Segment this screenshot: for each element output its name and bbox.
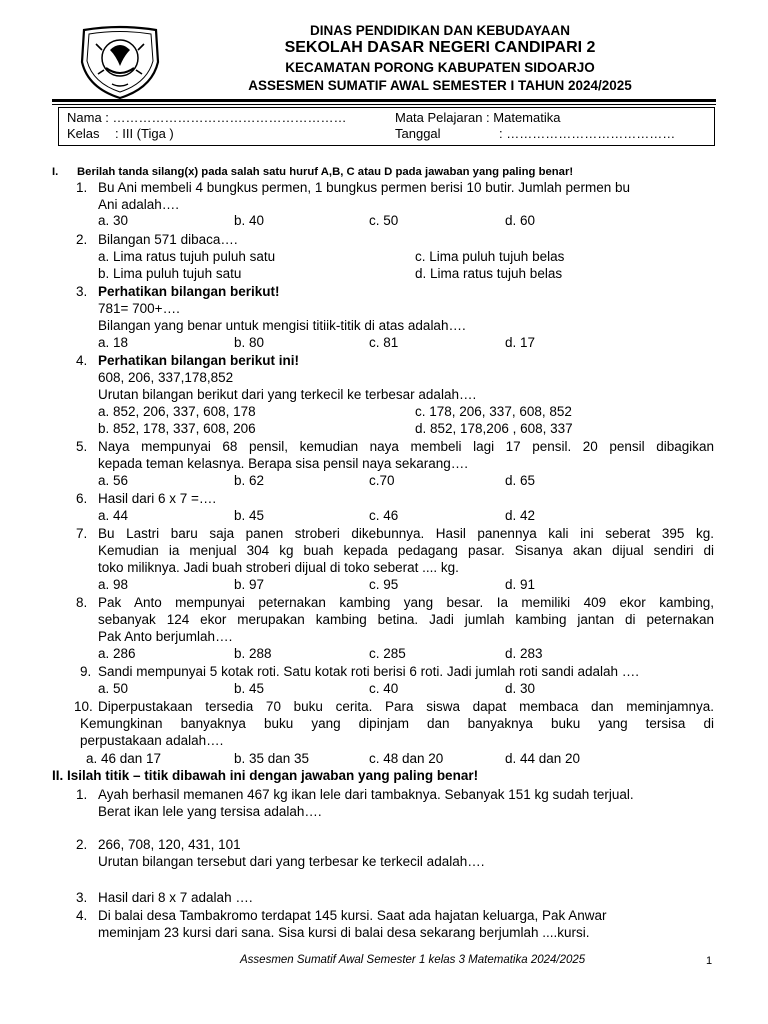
s2-q4-number: 4.	[76, 908, 88, 923]
q4-number: 4.	[76, 353, 88, 368]
q4-option-d: d. 852, 178,206 , 608, 337	[415, 421, 573, 436]
q9-text-line1: Sandi mempunyai 5 kotak roti. Satu kotak roti berisi 6 roti. Jadi jumlah roti sandi adalah ….	[98, 664, 640, 679]
q7-text-line1: Bu Lastri baru saja panen stroberi dikebunnya. Hasil panennya kali ini seberat 395 kg.	[98, 526, 714, 541]
q8-option-c: c. 285	[369, 646, 406, 661]
q5-number: 5.	[76, 439, 88, 454]
q8-option-b: b. 288	[234, 646, 272, 661]
q7-option-c: c. 95	[369, 577, 399, 592]
name-field: Nama : ………………………………………………	[67, 110, 347, 125]
q4-option-a: a. 852, 206, 337, 608, 178	[98, 404, 256, 419]
section2-title: II. Isilah titik – titik dibawah ini dengan jawaban yang paling benar!	[52, 768, 479, 783]
q1-option-d: d. 60	[505, 213, 536, 228]
q7-number: 7.	[76, 526, 88, 541]
section1-number: I.	[52, 166, 59, 178]
q5-option-d: d. 65	[505, 473, 536, 488]
q6-option-d: d. 42	[505, 508, 536, 523]
q9-option-c: c. 40	[369, 681, 399, 696]
s2-q4-text-line1: Di balai desa Tambakromo terdapat 145 kursi. Saat ada hajatan keluarga, Pak Anwar	[98, 908, 607, 923]
s2-q1-text-line2: Berat ikan lele yang tersisa adalah….	[98, 804, 322, 819]
header-divider-thick	[52, 99, 716, 102]
header-agency: DINAS PENDIDIKAN DAN KEBUDAYAAN	[309, 23, 571, 38]
q7-text-line2: Kemudian ia menjual 304 kg buah kepada pedagang pasar. Sisanya akan dijual sendiri di	[98, 543, 714, 558]
q8-text-line3: Pak Anto berjumlah….	[98, 629, 233, 644]
q3-number: 3.	[76, 284, 88, 299]
q4-option-c: c. 178, 206, 337, 608, 852	[415, 404, 572, 419]
s2-q2-text-line2: Urutan bilangan tersebut dari yang terbesar ke terkecil adalah….	[98, 854, 485, 869]
q6-option-c: c. 46	[369, 508, 399, 523]
q2-number: 2.	[76, 232, 88, 247]
q1-option-b: b. 40	[234, 213, 265, 228]
header-divider-thin	[52, 104, 716, 105]
q6-text-line1: Hasil dari 6 x 7 =….	[98, 491, 217, 506]
q7-text-line3: toko miliknya. Jadi buah stroberi dijual di toko seberat .... kg.	[98, 560, 459, 575]
q1-text-line1: Bu Ani membeli 4 bungkus permen, 1 bungkus permen berisi 10 butir. Jumlah permen bu	[98, 180, 631, 195]
q4-text-line2: 608, 206, 337,178,852	[98, 370, 234, 385]
q10-text-line1: Diperpustakaan tersedia 70 buku cerita. Para siswa dapat membaca dan meminjamnya.	[98, 699, 714, 714]
q9-option-b: b. 45	[234, 681, 265, 696]
q2-option-b: b. Lima puluh tujuh satu	[98, 266, 242, 281]
date-value: : …………………………………	[499, 126, 676, 141]
header-district: KECAMATAN PORONG KABUPATEN SIDOARJO	[285, 60, 595, 75]
subject-field: Mata Pelajaran : Matematika	[395, 110, 561, 125]
q5-text-line1: Naya mempunyai 68 pensil, kemudian naya membeli lagi 17 pensil. 20 pensil dibagikan	[98, 439, 714, 454]
q10-text-line2: Kemungkinan banyaknya buku yang dipinjam dan banyaknya buku yang tersisa di	[80, 716, 714, 731]
q1-option-c: c. 50	[369, 213, 399, 228]
class-value: : III (Tiga )	[115, 126, 174, 141]
q3-option-d: d. 17	[505, 335, 536, 350]
q10-option-d: d. 44 dan 20	[505, 751, 581, 766]
q10-option-a: a. 46 dan 17	[86, 751, 162, 766]
q9-option-d: d. 30	[505, 681, 536, 696]
q6-option-b: b. 45	[234, 508, 265, 523]
page-number: 1	[706, 955, 713, 967]
q10-option-b: b. 35 dan 35	[234, 751, 310, 766]
q5-option-b: b. 62	[234, 473, 265, 488]
q4-text-line1: Perhatikan bilangan berikut ini!	[98, 353, 300, 368]
q3-option-c: c. 81	[369, 335, 399, 350]
q6-option-a: a. 44	[98, 508, 129, 523]
q3-option-b: b. 80	[234, 335, 265, 350]
s2-q2-text-line1: 266, 708, 120, 431, 101	[98, 837, 241, 852]
section1-instruction: Berilah tanda silang(x) pada salah satu huruf A,B, C atau D pada jawaban yang paling benar!	[77, 166, 574, 178]
q3-text-line1: Perhatikan bilangan berikut!	[98, 284, 280, 299]
q4-option-b: b. 852, 178, 337, 608, 206	[98, 421, 256, 436]
page-footer: Assesmen Sumatif Awal Semester 1 kelas 3 Matematika 2024/2025	[240, 954, 586, 966]
q10-text-line3: perpustakaan adalah….	[80, 733, 224, 748]
s2-q1-number: 1.	[76, 787, 88, 802]
q10-option-c: c. 48 dan 20	[369, 751, 444, 766]
q10-number: 10.	[74, 699, 93, 714]
q3-option-a: a. 18	[98, 335, 129, 350]
q9-option-a: a. 50	[98, 681, 129, 696]
q6-number: 6.	[76, 491, 88, 506]
header-exam-title: ASSESMEN SUMATIF AWAL SEMESTER I TAHUN 2024/2025	[248, 78, 632, 93]
q1-option-a: a. 30	[98, 213, 129, 228]
q9-number: 9.	[80, 664, 92, 679]
header-school-name: SEKOLAH DASAR NEGERI CANDIPARI 2	[284, 39, 596, 56]
school-emblem-logo	[78, 22, 162, 100]
student-identity-box	[58, 107, 715, 146]
q8-option-d: d. 283	[505, 646, 543, 661]
q7-option-d: d. 91	[505, 577, 536, 592]
q2-option-a: a. Lima ratus tujuh puluh satu	[98, 249, 276, 264]
q8-text-line2: sebanyak 124 ekor merupakan kambing betina. Jadi jumlah kambing jantan di peternakan	[98, 612, 714, 627]
q2-option-c: c. Lima puluh tujuh belas	[415, 249, 565, 264]
q2-text-line1: Bilangan 571 dibaca….	[98, 232, 238, 247]
date-label: Tanggal	[395, 126, 441, 141]
q2-option-d: d. Lima ratus tujuh belas	[415, 266, 563, 281]
q3-text-line3: Bilangan yang benar untuk mengisi titiik-titik di atas adalah….	[98, 318, 466, 333]
s2-q1-text-line1: Ayah berhasil memanen 467 kg ikan lele dari tambaknya. Sebanyak 151 kg sudah terjual.	[98, 787, 634, 802]
s2-q2-number: 2.	[76, 837, 88, 852]
q8-number: 8.	[76, 595, 88, 610]
q7-option-a: a. 98	[98, 577, 129, 592]
s2-q3-text-line1: Hasil dari 8 x 7 adalah ….	[98, 890, 253, 905]
q4-text-line3: Urutan bilangan berikut dari yang terkecil ke terbesar adalah….	[98, 387, 477, 402]
s2-q3-number: 3.	[76, 890, 88, 905]
q8-text-line1: Pak Anto mempunyai peternakan kambing yang besar. Ia memiliki 409 ekor kambing,	[98, 595, 714, 610]
s2-q4-text-line2: meminjam 23 kursi dari sana. Sisa kursi di balai desa sekarang berjumlah ....kursi.	[98, 925, 590, 940]
q7-option-b: b. 97	[234, 577, 265, 592]
class-label: Kelas	[67, 126, 100, 141]
q5-option-c: c.70	[369, 473, 395, 488]
q1-number: 1.	[76, 180, 88, 195]
q3-text-line2: 781= 700+….	[98, 301, 180, 316]
q5-text-line2: kepada teman kelasnya. Berapa sisa pensil naya sekarang….	[98, 456, 468, 471]
q5-option-a: a. 56	[98, 473, 129, 488]
q1-text-line2: Ani adalah….	[98, 197, 180, 212]
q8-option-a: a. 286	[98, 646, 136, 661]
